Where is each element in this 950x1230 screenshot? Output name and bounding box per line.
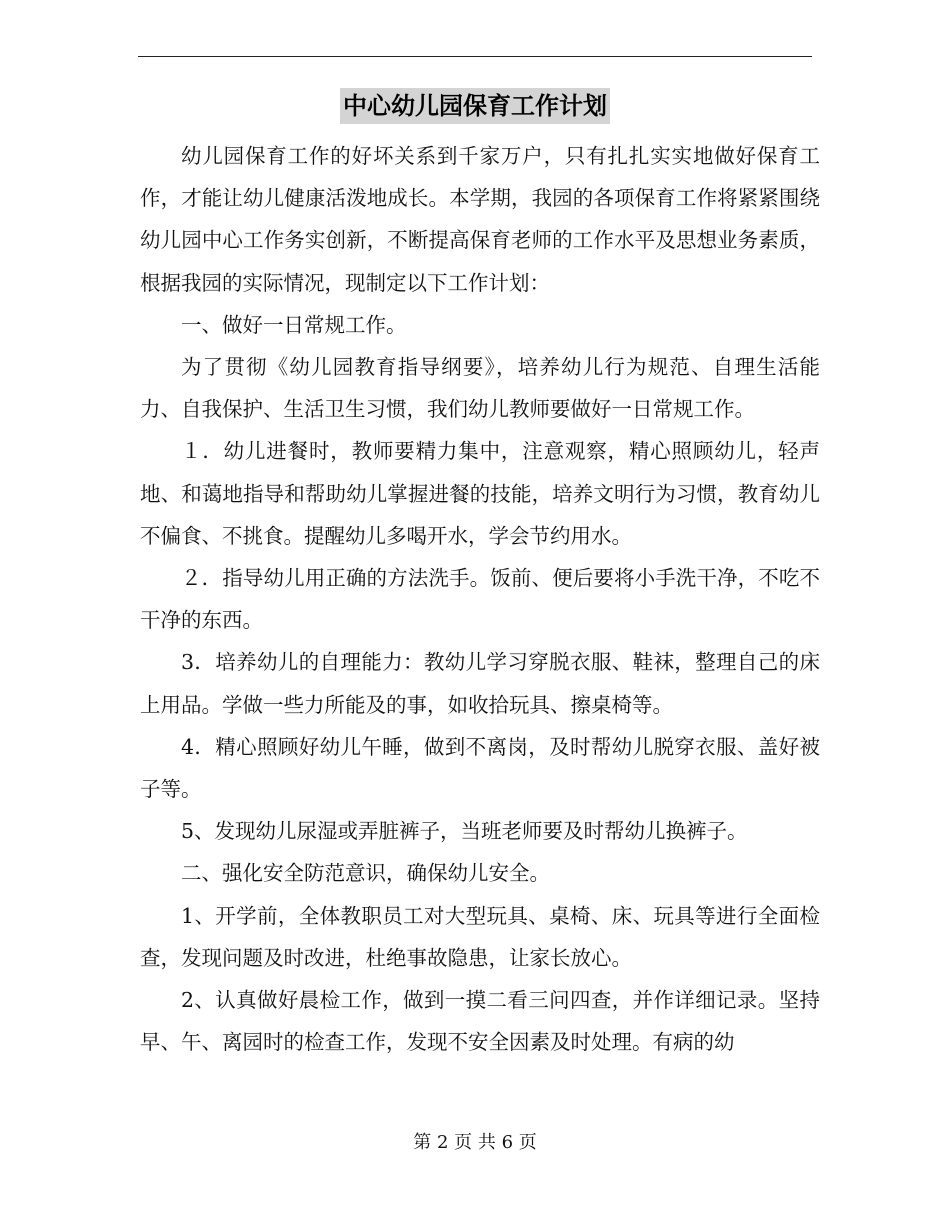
header-rule (138, 56, 812, 57)
page-number: 第 2 页 共 6 页 (413, 1132, 537, 1153)
paragraph-item-3: 3．培养幼儿的自理能力：教幼儿学习穿脱衣服、鞋袜，整理自己的床上用品。学做一些力所能及的事，如收拾玩具、擦桌椅等。 (140, 650, 820, 717)
paragraph-item-2: ２．指导幼儿用正确的方法洗手。饭前、便后要将小手洗干净，不吃不干净的东西。 (140, 566, 820, 633)
heading-section-2: 二、强化安全防范意识，确保幼儿安全。 (181, 861, 550, 886)
page-footer (0, 1130, 950, 1156)
paragraph-safety-1: 1、开学前，全体教职员工对大型玩具、桌椅、床、玩具等进行全面检查，发现问题及时改进，杜绝事故隐患，让家长放心。 (140, 903, 820, 970)
paragraph-item-5: 5、发现幼儿尿湿或弄脏裤子，当班老师要及时帮幼儿换裤子。 (181, 819, 748, 844)
heading-section-1: 一、做好一日常规工作。 (181, 312, 407, 337)
document-body (140, 135, 820, 1063)
paragraph-intro: 幼儿园保育工作的好坏关系到千家万户，只有扎扎实实地做好保育工作，才能让幼儿健康活泼地成长。本学期，我园的各项保育工作将紧紧围绕幼儿园中心工作务实创新，不断提高保育老师的工作水平及思想业务素质，根据我园的实际情况，现制定以下工作计划： (140, 144, 820, 295)
title-container (0, 88, 950, 124)
document-title: 中心幼儿园保育工作计划 (340, 88, 610, 124)
paragraph-item-4: 4．精心照顾好幼儿午睡，做到不离岗，及时帮幼儿脱穿衣服、盖好被子等。 (140, 734, 820, 802)
paragraph-section-1-intro: 为了贯彻《幼儿园教育指导纲要》，培养幼儿行为规范、自理生活能力、自我保护、生活卫生习惯，我们幼儿教师要做好一日常规工作。 (140, 355, 820, 422)
paragraph-safety-2: 2、认真做好晨检工作，做到一摸二看三问四查，并作详细记录。坚持早、午、离园时的检查工作，发现不安全因素及时处理。有病的幼 (140, 988, 820, 1055)
paragraph-item-1: １．幼儿进餐时，教师要精力集中，注意观察，精心照顾幼儿，轻声地、和蔼地指导和帮助幼儿掌握进餐的技能，培养文明行为习惯，教育幼儿不偏食、不挑食。提醒幼儿多喝开水，学会节约用水。 (140, 439, 820, 548)
